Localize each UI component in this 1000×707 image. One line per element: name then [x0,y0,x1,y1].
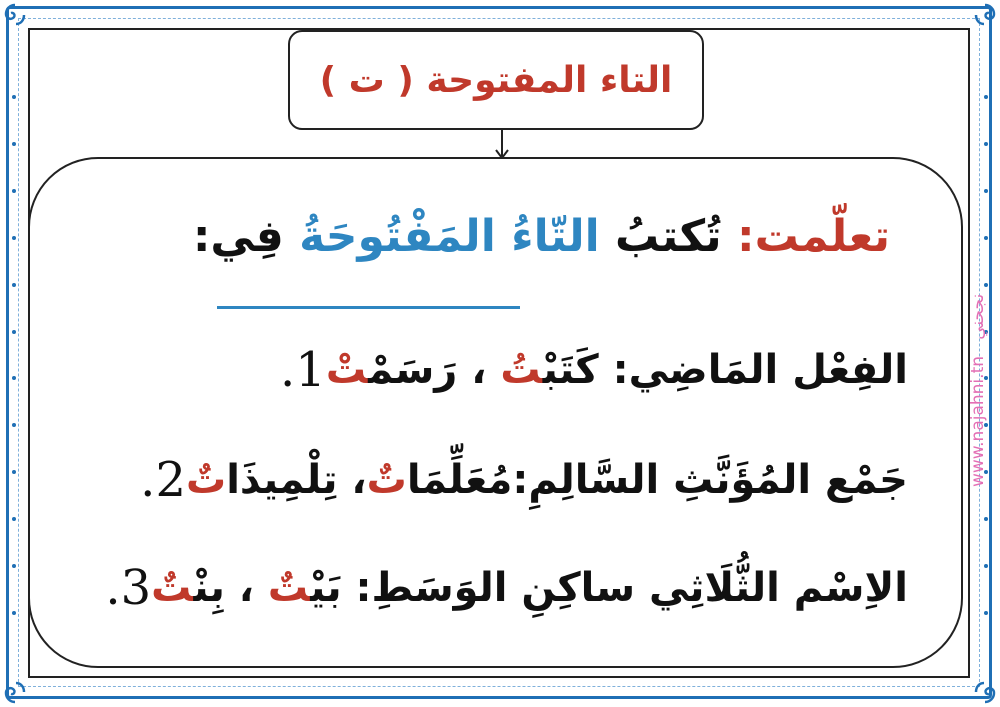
page-title: التاء المفتوحة ( ت ) [319,59,673,101]
heading-suffix: فِي: [192,211,284,262]
left-dotted-border [8,95,20,615]
heading-learned: تعلّمت: [737,211,890,262]
rule-number: 2. [140,452,186,508]
arrow-down-icon [494,130,510,160]
heading-highlight: التّاءُ المَفْتُوحَةُ [299,211,600,262]
corner-ornament-icon [972,2,998,28]
rule-number: 3. [105,560,152,616]
heading-underline [217,306,520,309]
corner-ornament-icon [2,679,28,705]
rule-text: الفِعْل المَاضِي: كَتَبْتُ ، رَسَمْتْ [325,347,908,393]
watermark-text: www.najahni.tn نجحني [968,293,988,487]
corner-ornament-icon [972,679,998,705]
lesson-heading [90,211,890,262]
rule-text: جَمْع المُؤَنَّثِ السَّالِمِ:مُعَلِّمَاتٌ، تِلْمِيذَاتٌ [185,457,908,503]
title-box [288,30,704,130]
rule-number: 1. [280,342,326,398]
corner-ornament-icon [2,2,28,28]
rule-item-3 [48,548,908,628]
rule-text: الاِسْم الثُّلَاثِي ساكِنِ الوَسَطِ: بَيْتٌ ، بِنْتٌ [151,565,908,611]
heading-prefix: تُكتبُ [615,211,722,262]
rule-item-1 [48,330,908,410]
rule-item-2 [48,440,908,520]
